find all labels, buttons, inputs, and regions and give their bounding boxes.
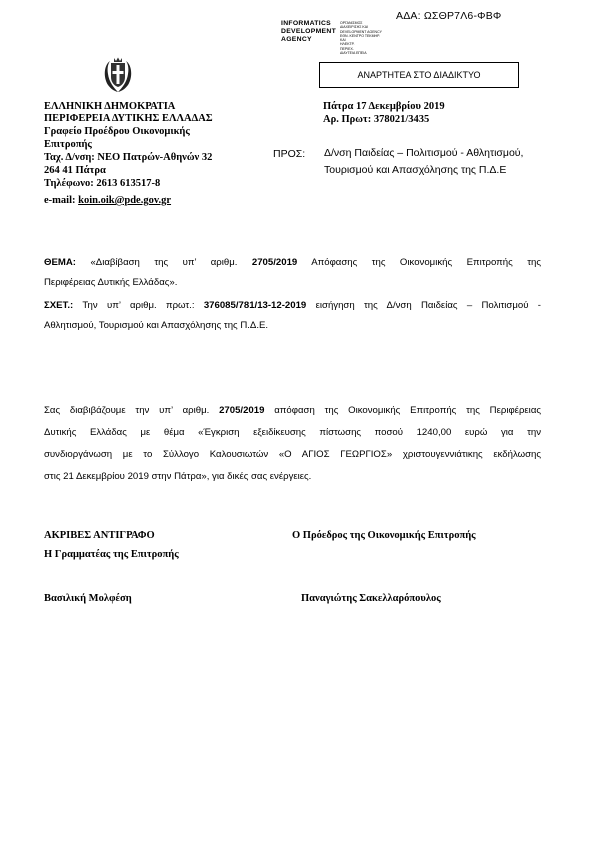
subject-text: «Διαβίβαση της υπ’ αριθμ. xyxy=(75,257,252,268)
body-line xyxy=(44,403,541,420)
ida-logo-greek-line: ΟΡΓΑΝΙΣΜΟΣ xyxy=(340,21,363,25)
subject-label: ΘΕΜΑ: xyxy=(44,257,76,268)
president-title: Ο Πρόεδρος της Οικονομικής Επιτροπής xyxy=(292,530,476,541)
body-text: Δυτικής Ελλάδας με θέμα «Έγκριση εξειδίκευσης πίστωσης ποσού 1240,00 ευρώ για την xyxy=(44,427,541,438)
ida-logo-greek-line: ΚΑΙ xyxy=(340,38,346,43)
body-line: στις 21 Δεκεμβρίου 2019 στην Πάτρα», για δικές σας ενέργειες. xyxy=(44,471,312,482)
ida-logo-greek-line: ΕΘΝ. ΚΕΝΤΡΟ ΤΕΚΜΗΡ. xyxy=(340,33,380,38)
body-text: απόφαση της Οικονομικής Επιτροπής της Περιφέρειας xyxy=(264,405,541,416)
recipient-line: Δ/νση Παιδείας – Πολιτισμού - Αθλητισμού, xyxy=(324,147,524,159)
header-republic: ΕΛΛΗΝΙΚΗ ΔΗΜΟΚΡΑΤΙΑ xyxy=(44,101,176,112)
header-address: Ταχ. Δ/νση: ΝΕΟ Πατρών-Αθηνών 32 xyxy=(44,152,213,163)
certified-copy-label: ΑΚΡΙΒΕΣ ΑΝΤΙΓΡΑΦΟ xyxy=(44,530,155,541)
ida-logo-greek xyxy=(340,21,380,55)
subject-number: 2705/2019 xyxy=(251,257,298,268)
email-link[interactable]: koin.oik@pde.gov.gr xyxy=(78,195,172,206)
ida-logo-word: AGENCY xyxy=(281,36,312,43)
ida-logo-greek-line: ΠΕΡΙΕΧ. xyxy=(340,46,354,51)
ada-code: ΑΔΑ: ΩΣΘΡ7Λ6-ΦΒΦ xyxy=(396,10,502,22)
reference-line-2: Αθλητισμού, Τουρισμού και Απασχόλησης της Π.Δ.Ε. xyxy=(44,320,269,331)
secretary-name: Βασιλική Μολφέση xyxy=(44,593,132,604)
ida-logo-word: DEVELOPMENT xyxy=(281,28,337,35)
body-text: Σας διαβιβάζουμε την υπ’ αριθμ. xyxy=(44,405,220,416)
header-postal: 264 41 Πάτρα xyxy=(44,165,106,176)
subject-line-2: Περιφέρειας Δυτικής Ελλάδας». xyxy=(44,277,178,288)
subject-line xyxy=(44,255,541,272)
subject-text: Απόφασης της Οικονομικής Επιτροπής της xyxy=(297,257,541,268)
ida-logo-greek-line: DEVELOPMENT AGENCY xyxy=(340,29,382,34)
header-office: Γραφείο Προέδρου Οικονομικής xyxy=(44,126,190,137)
reference-line xyxy=(44,298,541,315)
body-text: συνδιοργάνωση με το Σύλλογο Καλουσιωτών «Ο ΑΓΙΟΣ ΓΕΩΡΓΙΟΣ» χριστουγεννιάτικης εκδήλωσης xyxy=(44,449,541,460)
document-date: Πάτρα 17 Δεκεμβρίου 2019 xyxy=(323,101,445,112)
header-email-line xyxy=(44,195,171,208)
reference-number: 376085/781/13-12-2019 xyxy=(203,300,307,311)
recipient-line: Τουρισμού και Απασχόλησης της Π.Δ.Ε xyxy=(324,164,507,176)
recipient-label: ΠΡΟΣ: xyxy=(273,148,306,160)
decision-number: 2705/2019 xyxy=(219,405,265,416)
header-phone: Τηλέφωνο: 2613 613517-8 xyxy=(44,178,161,189)
ida-logo-word: INFORMATICS xyxy=(281,20,331,27)
email-label: e-mail: xyxy=(44,195,79,206)
publish-stamp: ΑΝΑΡΤΗΤΕΑ ΣΤΟ ΔΙΑΔΙΚΤΥΟ xyxy=(319,62,519,88)
reference-text: Την υπ’ αριθμ. πρωτ.: xyxy=(73,300,204,311)
header-region: ΠΕΡΙΦΕΡΕΙΑ ΔΥΤΙΚΗΣ ΕΛΛΑΔΑΣ xyxy=(44,113,213,124)
reference-label: ΣΧΕΤ.: xyxy=(44,300,74,311)
secretary-title: Η Γραμματέας της Επιτροπής xyxy=(44,549,179,560)
header-office-continued: Επιτροπής xyxy=(44,139,92,150)
body-line xyxy=(44,425,541,442)
ida-logo-greek-line: ΗΛΕΚΤΡ. xyxy=(340,42,355,47)
reference-text: εισήγηση της Δ/νση Παιδείας – Πολιτισμού - xyxy=(306,300,541,311)
ida-logo-greek-line: ΔΙΑΧΕΙΡΙΣΗΣ ΚΑΙ xyxy=(340,25,369,30)
ida-logo-greek-line: ΔΙΑΥΓΕΙΑ ΕΠΕΙΑ xyxy=(340,51,367,56)
body-line xyxy=(44,447,541,464)
president-name: Παναγιώτης Σακελλαρόπουλος xyxy=(301,593,441,604)
greek-coat-of-arms-icon xyxy=(102,55,134,93)
protocol-number: Αρ. Πρωτ: 378021/3435 xyxy=(323,114,430,125)
